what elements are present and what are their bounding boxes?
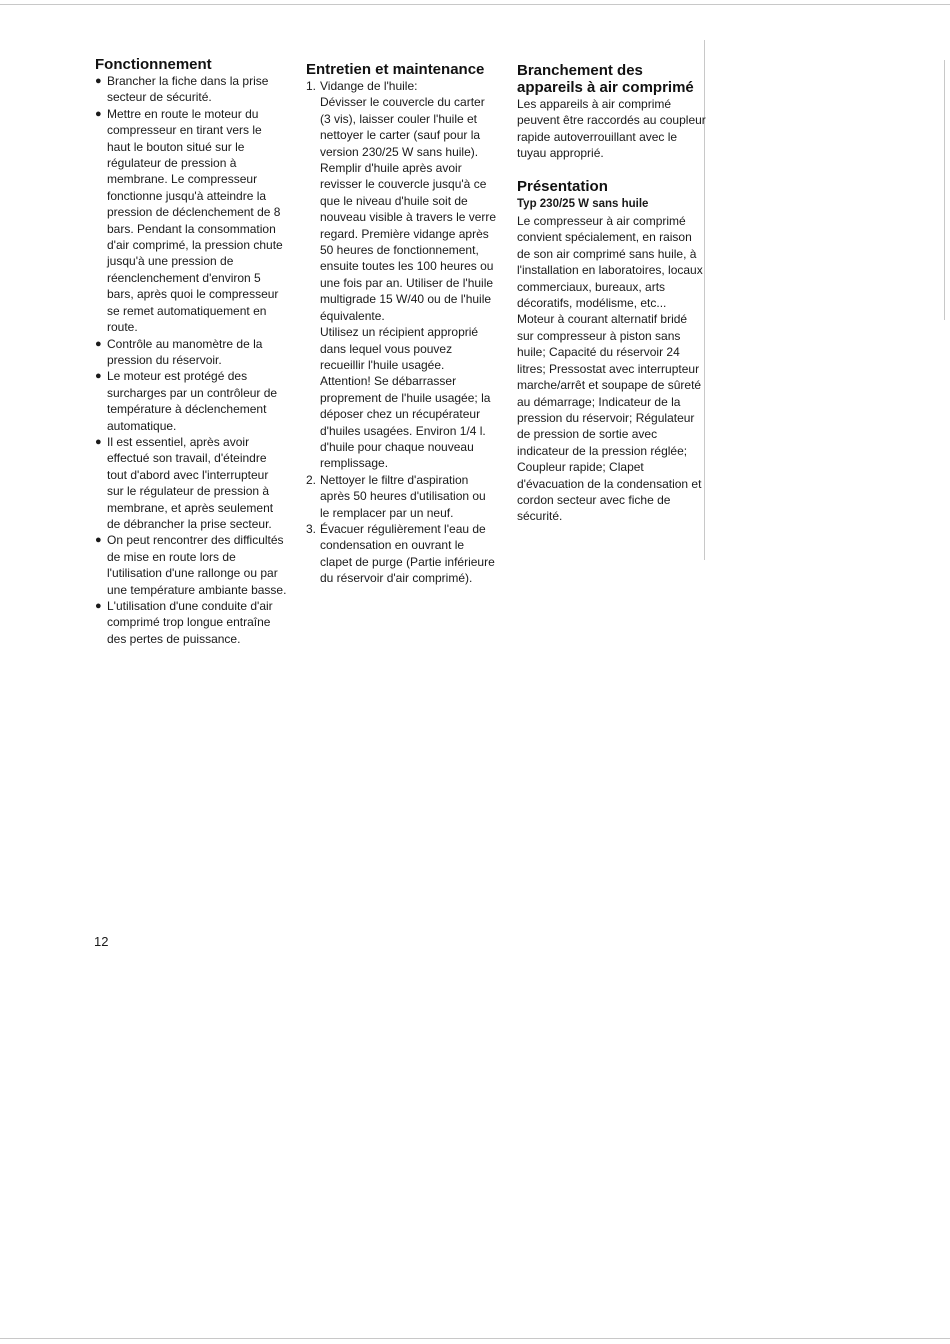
step-paragraph: Vidange de l'huile: bbox=[320, 79, 418, 93]
step-number: 1. bbox=[306, 79, 317, 93]
step-paragraph: Attention! Se débarrasser proprement de l'huile usagée; la déposer chez un récupérateur d'huiles usagées. Environ 1/4 l. d'huile pour chaque nouveau remplissage. bbox=[320, 374, 491, 471]
bullet-item: ● Mettre en route le moteur du compresseur en tirant vers le haut le bouton situé sur le régulateur de pression à membrane. Le compresseur fonctionne jusqu'à atteindre la pression de déclenchement de 8 bars. Pendant la consommation d'air comprimé, la pression chute jusqu'à une pression de réenclenchement d'environ 5 bars, après quoi le compresseur se remet automatiquement en route. bbox=[95, 106, 287, 336]
subheading-type: Typ 230/25 W sans huile bbox=[517, 197, 649, 210]
scan-edge-top bbox=[0, 4, 950, 5]
step-number: 2. bbox=[306, 472, 317, 487]
column-branchement bbox=[517, 62, 707, 525]
step-paragraph: Évacuer régulièrement l'eau de condensation en ouvrant le clapet de purge (Partie inférieure du réservoir d'air comprimé). bbox=[320, 521, 495, 586]
bullet-item: ● On peut rencontrer des difficultés de mise en route lors de l'utilisation d'une rallonge ou par une température ambiante basse. bbox=[95, 532, 287, 598]
heading-fonctionnement: Fonctionnement bbox=[95, 56, 212, 73]
paragraph-branchement: Les appareils à air comprimé peuvent être raccordés au coupleur rapide autoverrouillant avec le tuyau approprié. bbox=[517, 97, 706, 161]
bullet-item: ● Brancher la fiche dans la prise secteur de sécurité. bbox=[95, 73, 287, 106]
bullet-item: ● Contrôle au manomètre de la pression du réservoir. bbox=[95, 336, 287, 369]
heading-entretien: Entretien et maintenance bbox=[306, 61, 485, 78]
bullet-list bbox=[95, 73, 287, 647]
step-paragraph: Nettoyer le filtre d'aspiration après 50 heures d'utilisation ou le remplacer par un neuf. bbox=[320, 472, 486, 520]
scan-line-right-2 bbox=[944, 60, 945, 320]
step-item bbox=[306, 521, 498, 587]
step-item bbox=[306, 78, 498, 472]
step-paragraph: Utilisez un récipient approprié dans lequel vous pouvez recueillir l'huile usagée. bbox=[320, 325, 479, 372]
page-number: 12 bbox=[94, 934, 109, 949]
step-paragraph: Dévisser le couvercle du carter (3 vis), laisser couler l'huile et nettoyer le carter (sauf pour la version 230/25 W sans huile). Remplir d'huile après avoir revisser le couvercle jusqu'à ce que le niveau d'huile soit de nouveau visible à travers le verre regard. Première vidange après 50 heures de fonctionnement, ensuite toutes les 100 heures ou une fois par an. Utiliser de l'huile multigrade 15 W/40 ou de l'huile équivalente. bbox=[320, 95, 497, 323]
column-entretien bbox=[306, 61, 498, 587]
bullet-item: ● Le moteur est protégé des surcharges par un contrôleur de température à déclenchement automatique. bbox=[95, 368, 287, 434]
step-number: 3. bbox=[306, 521, 317, 536]
paragraph-presentation: Le compresseur à air comprimé convient spécialement, en raison de son air comprimé sans huile, à l'installation en laboratoires, locaux commerciaux, bureaux, arts décoratifs, modélisme, etc... Moteur à courant alternatif bridé sur compresseur à piston sans huile; Capacité du réservoir 24 litres; Pressostat avec interrupteur marche/arrêt et soupape de sûreté au démarrage; Indicateur de la pression du réservoir; Régulateur de pression de sortie avec indicateur de la pression réglée; Coupleur rapide; Clapet d'évacuation de la condensation et cordon secteur avec fiche de sécurité. bbox=[517, 214, 703, 524]
scan-edge-bottom bbox=[0, 1338, 950, 1339]
column-fonctionnement bbox=[95, 56, 287, 647]
heading-presentation: Présentation bbox=[517, 177, 608, 195]
bullet-item: ● Il est essentiel, après avoir effectué son travail, d'éteindre tout d'abord avec l'interrupteur sur le régulateur de pression à membrane, et après seulement de débrancher la prise secteur. bbox=[95, 434, 287, 532]
bullet-item: ● L'utilisation d'une conduite d'air comprimé trop longue entraîne des pertes de puissance. bbox=[95, 598, 287, 647]
heading-branchement: Branchement des appareils à air comprimé bbox=[517, 62, 694, 96]
steps-list bbox=[306, 78, 498, 587]
step-item bbox=[306, 472, 498, 521]
